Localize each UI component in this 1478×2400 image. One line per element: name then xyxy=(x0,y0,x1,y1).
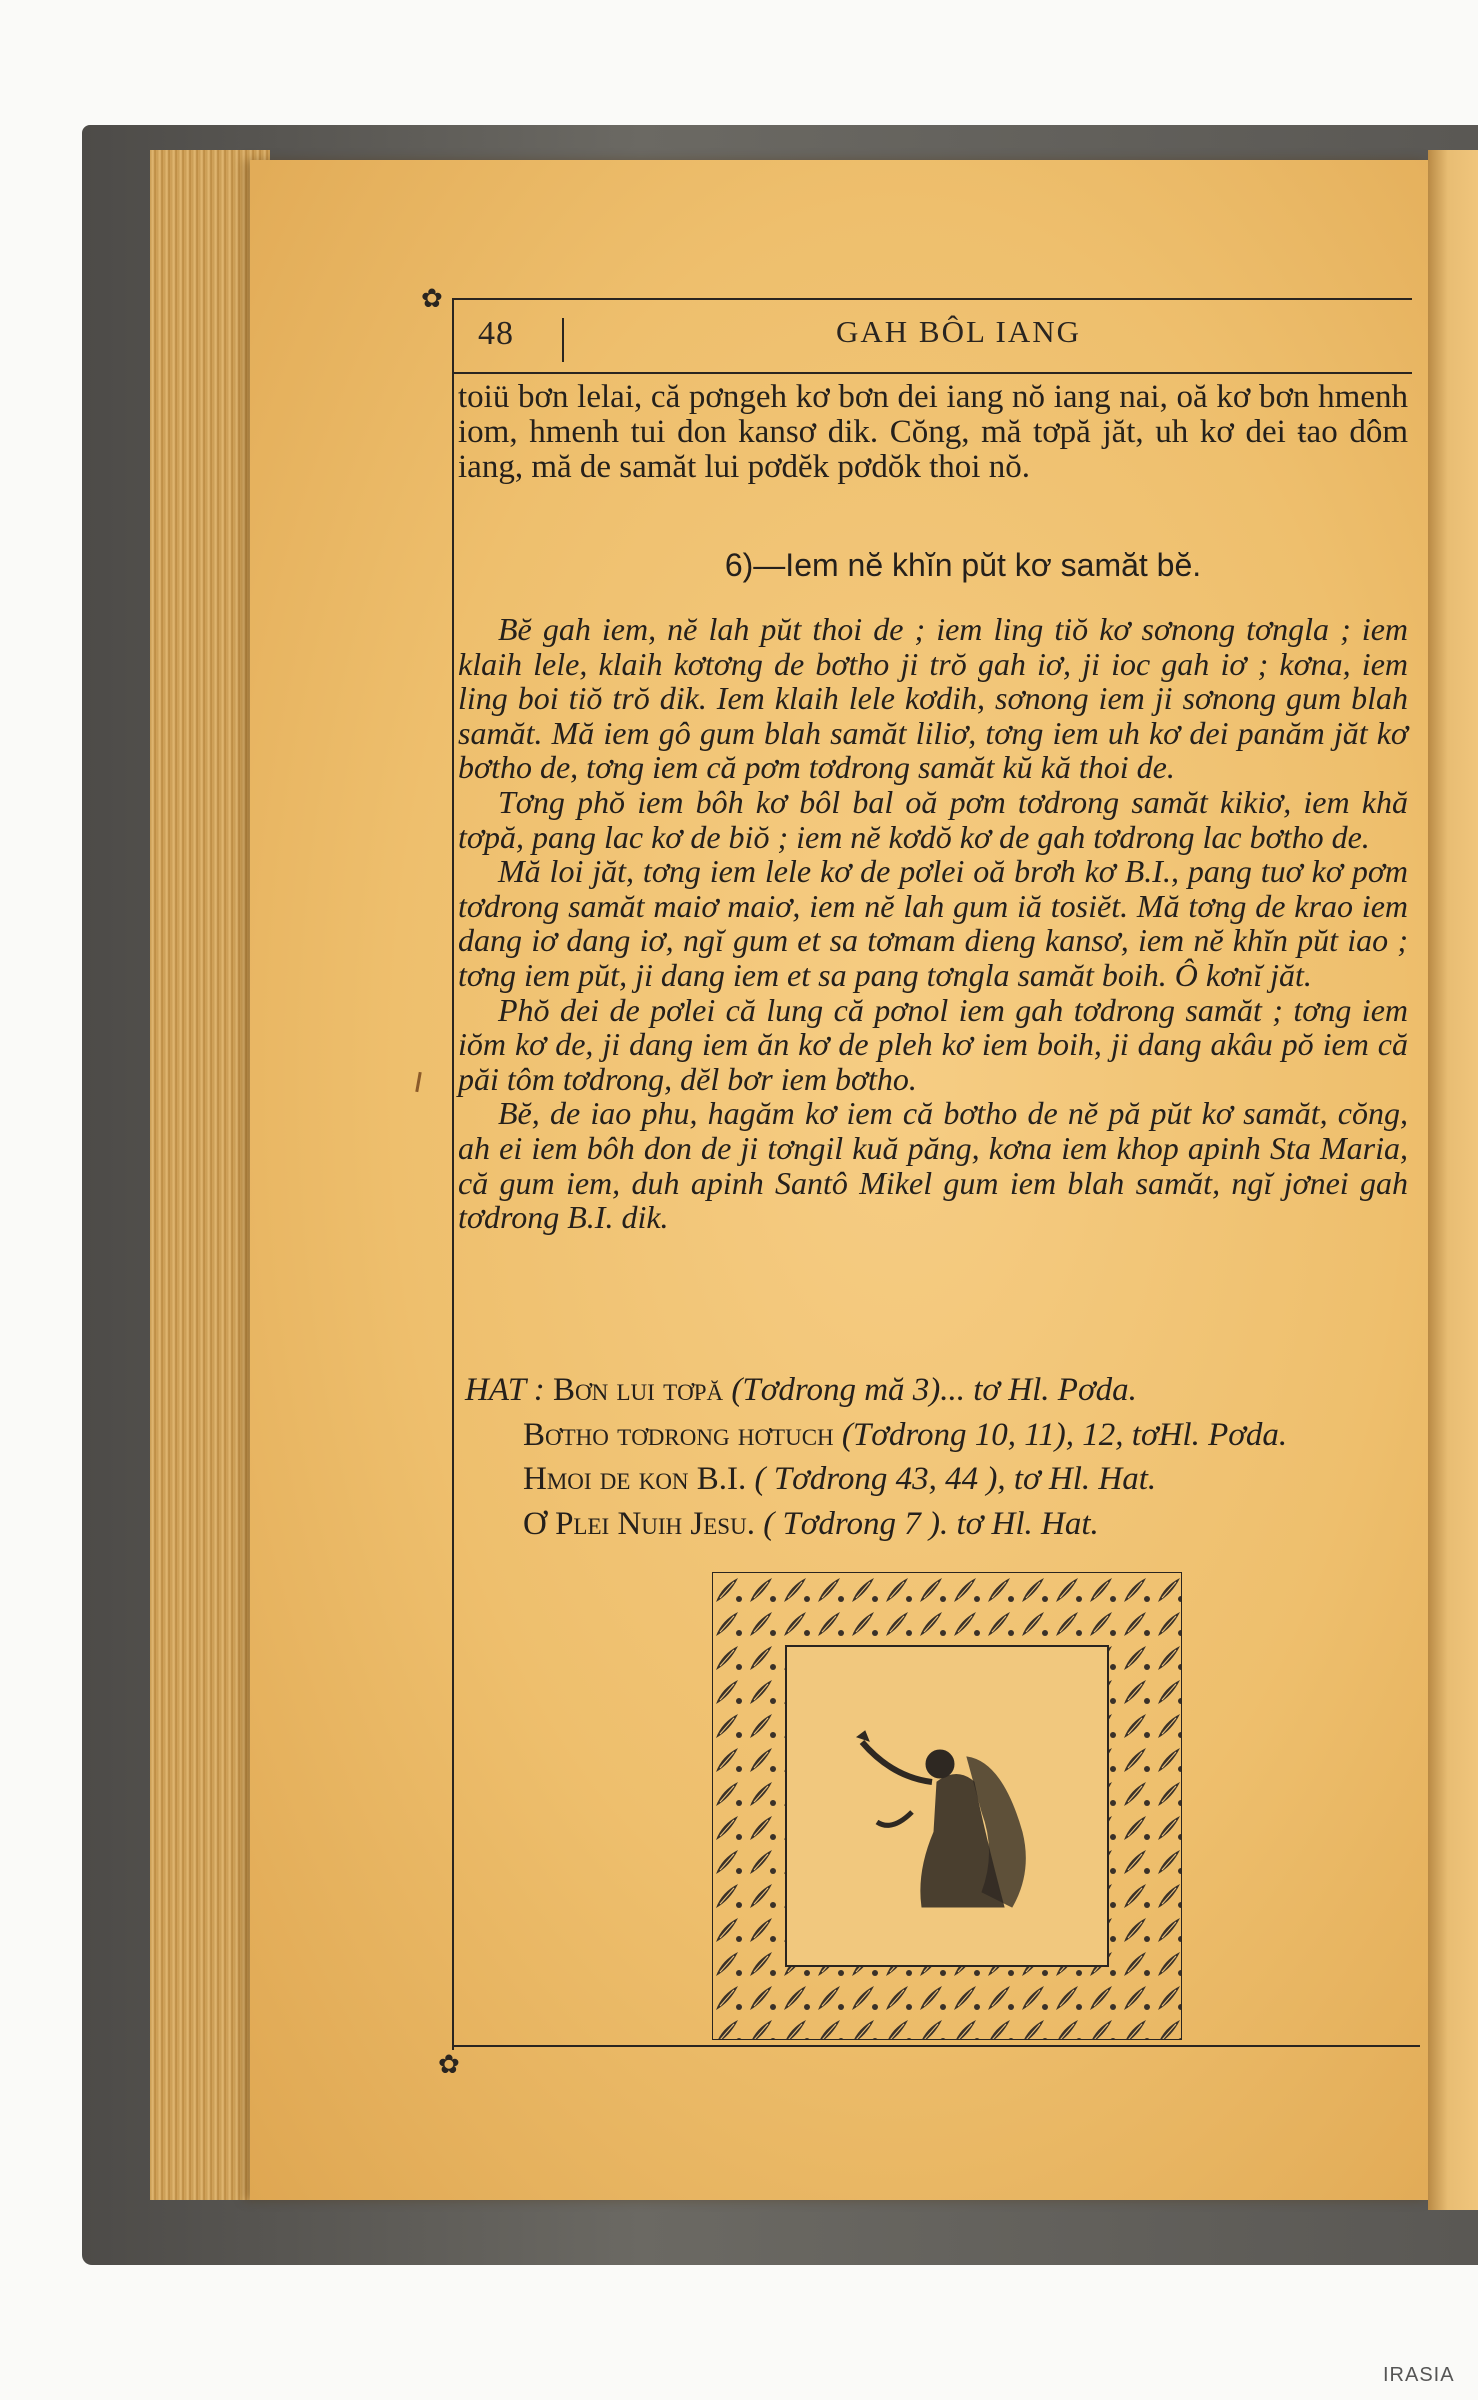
hymn-reference: (Tơdrong mă 3)... tơ Hl. Pơda. xyxy=(731,1372,1137,1408)
section-heading: 6)—Iem nĕ khĭn pŭt kơ samăt bĕ. xyxy=(724,547,1202,583)
page-number: 48 xyxy=(478,315,514,352)
paragraph: Bĕ, de iao phu, hagăm kơ iem că bơtho de nĕ pă pŭt kơ samăt, cŏng, ah ei iem bôh don de ji tơngil kuă păng, kơna iem khop apinh Sta Maria, că gum iem, duh apinh Santô Mikel gum iem blah samăt, ngĭ jơnei gah tơdrong B.I. dik. xyxy=(458,1095,1408,1236)
top-flower-ornament-icon: ✿ xyxy=(421,284,443,314)
opening-paragraph: toiü bơn lelai, că pơngeh kơ bơn dei iang nŏ iang nai, oă kơ bơn hmenh iom, hmenh tui don kansơ dik. Cŏng, mă tơpă jăt, uh kơ dei ŧao dôm iang, mă de samăt lui pơdĕk pơdŏk thoi nŏ. xyxy=(458,379,1408,485)
bottom-flower-ornament-icon: ✿ xyxy=(438,2050,460,2080)
hymn-title: Ơ Plei Nuih Jesu. xyxy=(523,1505,755,1542)
exhortation-text xyxy=(458,612,1408,1235)
hymn-reference: ( Tơdrong 7 ). tơ Hl. Hat. xyxy=(763,1505,1099,1542)
paragraph: Bĕ gah iem, nĕ lah pŭt thoi de ; iem ling tiŏ kơ sơnong tơngla ; iem klaih lele, klaih kơtơng de bơtho ji trŏ gah iơ, ji ioc gah iơ ; kơna, iem ling boi tiŏ trŏ dik. Iem klaih lele kơdih, sơnong iem ji sơnong gum blah samăt. Mă iem gô gum blah samăt liliơ, tơng iem uh kơ dei panăm jăt kơ bơtho de, tơng iem că pơm tơdrong samăt kŭ kă thoi de. xyxy=(458,611,1408,786)
top-rule xyxy=(452,298,1412,300)
hymn-line xyxy=(465,1502,1415,1547)
left-margin-rule xyxy=(452,298,454,2050)
header-rule xyxy=(452,372,1412,374)
page-gutter xyxy=(1428,150,1478,2210)
hymn-line xyxy=(465,1368,1415,1413)
paragraph: Tơng phŏ iem bôh kơ bôl bal oă pơm tơdrong samăt kikiơ, iem khă tơpă, pang lac kơ de biŏ ; iem nĕ kơdŏ kơ de gah tơdrong lac bơtho de. xyxy=(458,783,1408,855)
paragraph: Mă loi jăt, tơng iem lele kơ de pơlei oă brơh kơ B.I., pang tuơ kơ pơm tơdrong samăt maiơ maiơ, iem nĕ lah gum iă tosiĕt. Mă tơng de krao iem dang iơ dang iơ, ngĭ gum et sa tơmam dieng kansơ, iem nĕ khĭn pŭt iao ; tơng iem pŭt, ji dang iem et sa pang tơngla samăt boih. Ô kơnĭ jăt. xyxy=(458,853,1408,993)
hymn-label: HAT : xyxy=(465,1372,545,1408)
hymn-line xyxy=(465,1457,1415,1502)
running-head: GAH BÔL IANG xyxy=(836,314,1081,349)
bottom-rule xyxy=(452,2045,1420,2047)
hymn-title: Bơn lui tơpă xyxy=(553,1372,724,1408)
hymn-reference-prefix: B.I. xyxy=(696,1461,747,1497)
watermark: IRASIA xyxy=(1383,2364,1455,2386)
header-divider xyxy=(562,318,564,362)
hymn-list xyxy=(465,1368,1415,1546)
hymn-title: Hmoi de kon xyxy=(523,1461,689,1497)
hymn-reference: (Tơdrong 10, 11), 12, tơHl. Pơda. xyxy=(841,1416,1288,1453)
angel-vignette-icon xyxy=(712,1572,1182,2040)
paragraph: Phŏ dei de pơlei că lung că pơnol iem gah tơdrong samăt ; tơng iem iŏm kơ de, ji dang iem ăn kơ de pleh kơ iem boih, ji dang akâu pŏ iem că păi tôm tơdrong, dĕl bơr iem bơtho. xyxy=(458,991,1408,1097)
hymn-reference: ( Tơdrong 43, 44 ), tơ Hl. Hat. xyxy=(754,1461,1157,1497)
hymn-line xyxy=(465,1413,1415,1458)
hymn-title: Bơtho tơdrong hơtuch xyxy=(523,1416,834,1453)
